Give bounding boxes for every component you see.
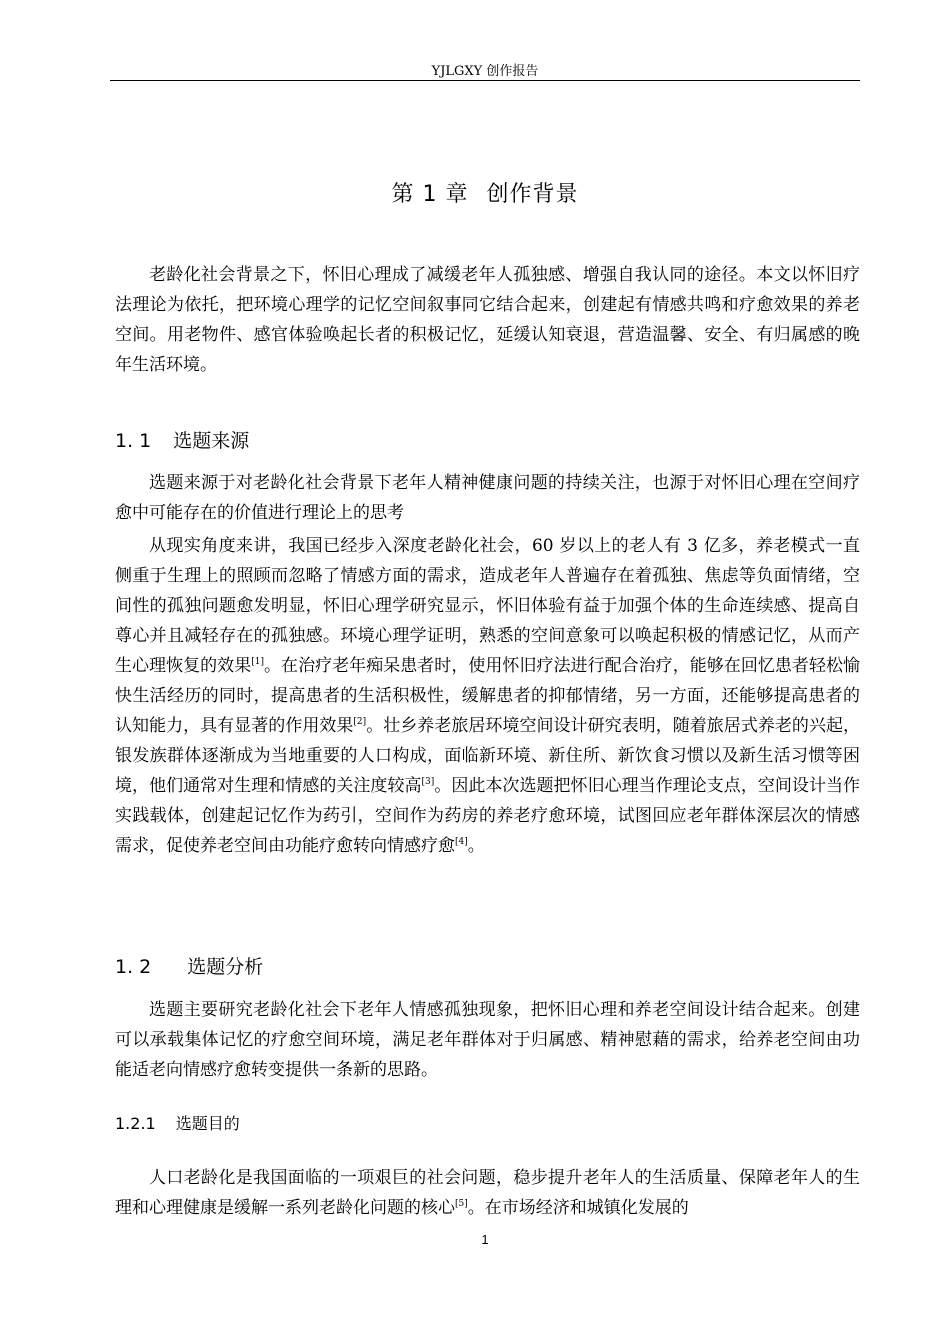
header-divider (110, 80, 860, 81)
section-heading-1-1 (115, 428, 249, 454)
section-title: 选题分析 (187, 956, 264, 978)
paragraph-text: 人口老龄化是我国面临的一项艰巨的社会问题，稳步提升老年人的生活质量、保障老年人的生理和心理健康是缓解一系列老龄化问题的核心 (115, 1168, 860, 1218)
citation-ref: [2] (353, 717, 367, 727)
section-1-1-paragraph-1: 选题来源于对老龄化社会背景下老年人精神健康问题的持续关注，也源于对怀旧心理在空间疗愈中可能存在的价值进行理论上的思考 (115, 473, 860, 523)
paragraph-text: 。因此本次选题把怀旧心理当作理论支点，空间设计当作实践载体，创建起记忆作为药引，空间作为药房的养老疗愈环境，试图回应老年群体深层次的情感需求，促使养老空间由功能疗愈转向情感疗愈 (115, 776, 861, 856)
subsection-heading-1-2-1 (115, 1113, 240, 1135)
citation-ref: [1] (251, 657, 264, 667)
subsection-title: 选题目的 (175, 1114, 240, 1133)
chapter-number: 第 1 章 (391, 182, 469, 207)
paragraph-text: 。在治疗老年痴呆患者时，使用怀旧疗法进行配合治疗，能够在回忆患者轻松愉快生活经历的同时，提高患者的生活积极性，缓解患者的抑郁情绪，另一方面，还能够提高患者的认知能力，具有显著的作用效果 (115, 656, 861, 736)
page-number: 1 (481, 1232, 489, 1247)
running-header: YJLGXY 创作报告 (431, 64, 539, 79)
section-title: 选题来源 (173, 430, 250, 452)
citation-ref: [4] (455, 837, 468, 847)
section-number: 1. 2 (115, 956, 152, 978)
paragraph-text: 。在市场经济和城镇化发展的 (467, 1198, 689, 1218)
section-number: 1. 1 (115, 430, 152, 452)
chapter-heading (110, 180, 860, 210)
section-1-2-paragraph-1: 选题主要研究老龄化社会下老年人情感孤独现象，把怀旧心理和养老空间设计结合起来。创建可以承载集体记忆的疗愈空间环境，满足老年群体对于归属感、精神慰藉的需求，给养老空间由功能适老向情感疗愈转变提供一条新的思路。 (115, 1000, 860, 1080)
chapter-title: 创作背景 (486, 182, 579, 207)
subsection-number: 1.2.1 (115, 1114, 156, 1133)
citation-ref: [5] (455, 1199, 468, 1209)
intro-paragraph: 老龄化社会背景之下，怀旧心理成了减缓老年人孤独感、增强自我认同的途径。本文以怀旧疗法理论为依托，把环境心理学的记忆空间叙事同它结合起来，创建起有情感共鸣和疗愈效果的养老空间。用老物件、感官体验唤起长者的积极记忆，延缓认知衰退，营造温馨、安全、有归属感的晚年生活环境。 (115, 265, 860, 375)
paragraph-text: 。壮乡养老旅居环境空间设计研究表明，随着旅居式养老的兴起，银发族群体逐渐成为当地重要的人口构成，面临新环境、新住所、新饮食习惯以及新生活习惯等困境，他们通常对生理和情感的关注度较高 (115, 716, 861, 796)
paragraph-text: 从现实角度来讲，我国已经步入深度老龄化社会，60 岁以上的老人有 3 亿多，养老模式一直侧重于生理上的照顾而忽略了情感方面的需求，造成老年人普遍存在着孤独、焦虑等负面情绪，空间性的孤独问题愈发明显，怀旧心理学研究显示，怀旧体验有益于加强个体的生命连续感、提高自尊心并且减轻存在的孤独感。环境心理学证明，熟悉的空间意象可以唤起积极的情感记忆，从而产生心理恢复的效果 (115, 536, 860, 676)
section-1-1-paragraph-2 (115, 531, 860, 861)
section-1-2-1-paragraph-1 (115, 1163, 860, 1223)
section-heading-1-2 (115, 954, 263, 980)
citation-ref: [3] (421, 777, 435, 787)
paragraph-text: 。 (467, 836, 485, 856)
